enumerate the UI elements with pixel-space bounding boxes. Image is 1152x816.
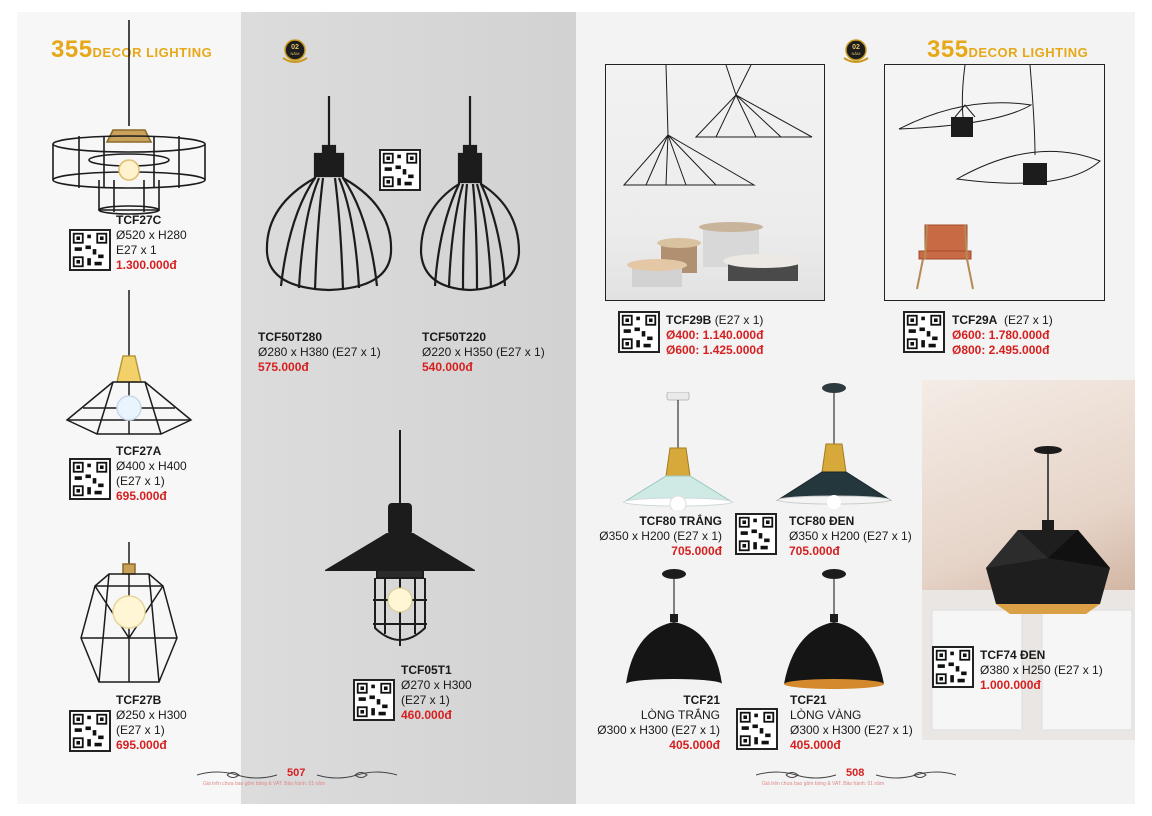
product-tcf27b	[116, 693, 187, 753]
product-code: TCF21	[790, 693, 827, 707]
qr-code-icon[interactable]	[903, 311, 945, 353]
product-spec: (E27 x 1)	[714, 313, 764, 327]
badge-top: 02	[291, 44, 299, 51]
anniversary-badge-icon	[281, 38, 309, 64]
product-code: TCF27C	[116, 213, 162, 227]
qr-code-icon[interactable]	[736, 708, 778, 750]
product-code: TCF29A	[952, 313, 998, 327]
product-tcf74	[980, 648, 1103, 693]
product-spec: (E27 x 1)	[401, 693, 450, 707]
product-code: TCF74 ĐEN	[980, 648, 1046, 662]
lamp-tcf05t1-image	[325, 430, 475, 652]
product-price: Ø600: 1.425.000đ	[666, 343, 764, 357]
product-tcf21-gold	[790, 693, 913, 753]
product-price: 460.000đ	[401, 708, 452, 722]
product-spec: Ø280 x H380 (E27 x 1)	[258, 345, 381, 359]
lamp-tcf27b-image	[75, 542, 183, 688]
product-spec: (E27 x 1)	[1004, 313, 1053, 327]
product-price: Ø600: 1.780.000đ	[952, 328, 1050, 342]
brand-logo	[927, 36, 1088, 64]
product-spec: Ø250 x H300	[116, 708, 187, 722]
lamp-tcf27a-image	[63, 290, 195, 450]
qr-code-icon[interactable]	[618, 311, 660, 353]
photo-tcf29a	[884, 64, 1105, 301]
product-code: TCF21	[683, 693, 720, 707]
brand-number: 355	[51, 36, 93, 63]
page-number: 508	[846, 767, 865, 779]
product-price: 695.000đ	[116, 489, 167, 503]
product-price: 540.000đ	[422, 360, 473, 374]
product-spec: E27 x 1	[116, 243, 157, 257]
product-code: TCF27B	[116, 693, 162, 707]
product-code: TCF05T1	[401, 663, 452, 677]
product-tcf27c	[116, 213, 187, 273]
lamp-tcf27c-image	[49, 20, 209, 216]
qr-code-icon[interactable]	[735, 513, 777, 555]
brand-text: DECOR LIGHTING	[968, 45, 1089, 60]
qr-code-icon[interactable]	[353, 679, 395, 721]
product-spec: (E27 x 1)	[116, 723, 165, 737]
product-tcf29a	[952, 313, 1053, 358]
lamp-tcf50t220-image	[415, 96, 525, 292]
product-spec: Ø270 x H300	[401, 678, 472, 692]
product-tcf80-black	[789, 514, 912, 559]
badge-bottom: NĂM	[290, 51, 300, 56]
lamp-tcf50t280-image	[259, 96, 399, 292]
brand-text: DECOR LIGHTING	[92, 45, 213, 60]
page-number: 507	[287, 767, 306, 779]
badge-top: 02	[852, 44, 860, 51]
product-price: 575.000đ	[258, 360, 309, 374]
product-price: 1.300.000đ	[116, 258, 177, 272]
lamp-tcf80-black-image	[776, 382, 892, 510]
product-tcf21-white	[582, 693, 720, 753]
footer-note: Giá trên chưa bao gồm bóng & VAT. Bảo hành: 01 năm	[203, 781, 326, 787]
badge-bottom: NĂM	[851, 51, 861, 56]
product-code: TCF80 ĐEN	[789, 514, 855, 528]
product-spec: LÒNG TRẮNG	[640, 708, 720, 722]
product-price: 405.000đ	[790, 738, 841, 752]
product-price: 405.000đ	[669, 738, 720, 752]
product-price: 1.000.000đ	[980, 678, 1041, 692]
catalog-page-right	[576, 12, 1135, 804]
lamp-tcf21-white-image	[624, 568, 724, 692]
footer-note: Giá trên chưa bao gồm bóng & VAT. Bảo hành: 01 năm	[762, 781, 885, 787]
product-code: TCF29B	[666, 313, 712, 327]
qr-code-icon[interactable]	[69, 710, 111, 752]
product-spec: Ø300 x H300 (E27 x 1)	[790, 723, 913, 737]
lamp-tcf80-white-image	[622, 392, 734, 510]
product-price: Ø800: 2.495.000đ	[952, 343, 1050, 357]
product-spec: Ø300 x H300 (E27 x 1)	[597, 723, 720, 737]
product-tcf50t220	[422, 330, 545, 375]
product-code: TCF50T220	[422, 330, 487, 344]
qr-code-icon[interactable]	[69, 458, 111, 500]
product-spec: Ø350 x H200 (E27 x 1)	[789, 529, 912, 543]
product-spec: LÒNG VÀNG	[790, 708, 862, 722]
product-price: 705.000đ	[671, 544, 722, 558]
anniversary-badge-icon	[842, 38, 870, 64]
qr-code-icon[interactable]	[69, 229, 111, 271]
product-tcf27a	[116, 444, 187, 504]
product-price: 695.000đ	[116, 738, 167, 752]
product-tcf05t1	[401, 663, 472, 723]
qr-code-icon[interactable]	[932, 646, 974, 688]
product-price: 705.000đ	[789, 544, 840, 558]
product-code: TCF80 TRẮNG	[639, 514, 722, 528]
product-code: TCF27A	[116, 444, 162, 458]
product-spec: Ø350 x H200 (E27 x 1)	[599, 529, 722, 543]
product-tcf50t280	[258, 330, 381, 375]
catalog-page-left	[17, 12, 576, 804]
product-tcf29b	[666, 313, 763, 358]
product-spec: Ø380 x H250 (E27 x 1)	[980, 663, 1103, 677]
product-spec: Ø520 x H280	[116, 228, 187, 242]
photo-tcf29b	[605, 64, 825, 301]
product-price: Ø400: 1.140.000đ	[666, 328, 764, 342]
product-spec: (E27 x 1)	[116, 474, 165, 488]
brand-number: 355	[927, 36, 969, 63]
lamp-tcf21-gold-image	[782, 568, 886, 692]
product-code: TCF50T280	[258, 330, 323, 344]
product-tcf80-white	[582, 514, 722, 559]
product-spec: Ø400 x H400	[116, 459, 187, 473]
product-spec: Ø220 x H350 (E27 x 1)	[422, 345, 545, 359]
